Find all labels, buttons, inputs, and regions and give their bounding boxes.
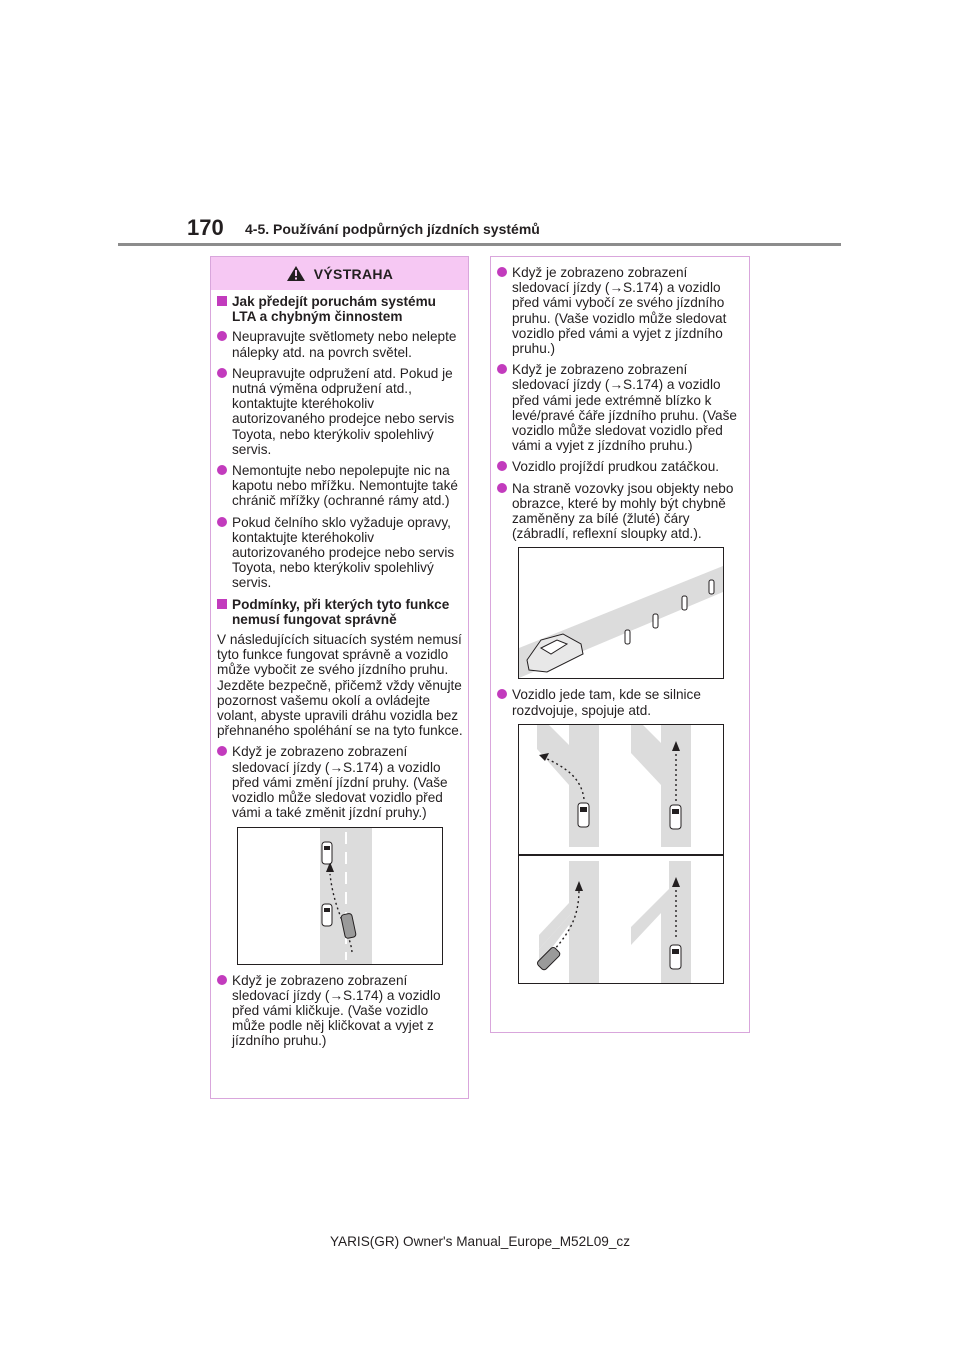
figure-lane-change [237,827,443,965]
list-item: Pokud čelního sklo vyžaduje opravy, kontaktujte kteréhokoliv autorizovaného prodejce nebo servis Toyota, nebo kterýkoliv spolehlivý servis. [217,515,463,591]
list-item: Neupravujte odpružení atd. Pokud je nutná výměna odpružení atd., kontaktujte kteréhokoliv autorizovaného prodejce nebo servis Toyota, nebo kterýkoliv spolehlivý servis. [217,366,463,457]
heading-prevent-malfunction: Jak předejít poruchám systému LTA a chybným činnostem [217,294,463,324]
reflector-post-icon [709,580,714,594]
heading-conditions: Podmínky, při kterých tyto funkce nemusí fungovat správně [217,597,463,627]
list-item: Neupravujte světlomety nebo nelepte nálepky atd. na povrch světel. [217,329,463,359]
bullet-icon [497,483,507,493]
roadside-objects-illustration [519,548,723,678]
conditions-paragraph: V následujících situacích systém nemusí tyto funkce fungovat správně a vozidlo může vybočit ze svého jízdního pruhu. Jezděte bezpečně, přičemž vždy věnujte pozornost vašemu okolí a ovládejte volant, abyste upravili dráhu vozidla bez přehnaného spoléhání se na tyto funkce. [217,632,463,739]
warning-triangle-icon [286,265,306,282]
list-item: Když je zobrazeno zobrazení sledovací jízdy (→S.174) a vozidlo před vámi změní jízdní pruhy. (Vaše vozidlo může sledovat vozidlo před vámi a také změnit jízdní pruhy.) [217,744,463,820]
warning-box-left [210,256,469,1099]
bullet-icon [217,368,227,378]
bullet-icon [497,267,507,277]
bullet-icon [497,689,507,699]
car-icon [322,842,332,864]
reflector-post-icon [653,614,658,628]
footer-text: YARIS(GR) Owner's Manual_Europe_M52L09_cz [329,1234,631,1249]
bullet-icon [217,746,227,756]
lane-change-illustration [238,828,442,964]
list-item: Na straně vozovky jsou objekty nebo obrazce, které by mohly být chybně zaměněny za bílé (žluté) čáry (zábradlí, reflexní sloupky atd.). [497,481,744,542]
warning-label: VÝSTRAHA [313,265,394,282]
car-icon [670,805,681,829]
car-icon [670,945,681,969]
list-item: Nemontujte nebo nepolepujte nic na kapotu nebo mřížku. Nemontujte také chránič mřížky (ochranné rámy atd.) [217,463,463,509]
road-split-illustration [519,725,723,983]
car-icon [578,803,589,827]
header-rule [118,243,841,246]
list-item: Když je zobrazeno zobrazení sledovací jízdy (→S.174) a vozidlo před vámi kličkuje. (Vaše vozidlo může podle něj kličkovat a vyjet z jízdního pruhu.) [217,973,463,1049]
reflector-post-icon [625,630,630,644]
bullet-icon [497,461,507,471]
bullet-icon [217,517,227,527]
reflector-post-icon [682,596,687,610]
page-number: 170 [187,215,224,240]
list-item: Když je zobrazeno zobrazení sledovací jízdy (→S.174) a vozidlo před vámi jede extrémně blízko k levé/pravé čáře jízdního pruhu. (Vaše vozidlo může sledovat vozidlo před vámi a vyjet z jízdního pruhu.) [497,362,744,453]
bullet-icon [497,364,507,374]
list-item: Vozidlo jede tam, kde se silnice rozdvojuje, spojuje atd. [497,687,744,717]
bullet-icon [217,331,227,341]
bullet-icon [217,465,227,475]
figure-roadside-objects [518,547,724,679]
list-item: Vozidlo projíždí prudkou zatáčkou. [497,459,744,474]
figure-road-split [518,724,724,984]
warning-header [211,257,468,290]
section-title: 4-5. Používání podpůrných jízdních systémů [245,221,540,237]
square-bullet-icon [217,296,227,306]
car-icon [322,904,332,926]
bullet-icon [217,975,227,985]
list-item: Když je zobrazeno zobrazení sledovací jízdy (→S.174) a vozidlo před vámi vybočí ze svého jízdního pruhu. (Vaše vozidlo může sledovat vozidlo před vámi a vyjet z jízdního pruhu.) [497,265,744,356]
warning-box-right [490,256,750,1033]
square-bullet-icon [217,599,227,609]
